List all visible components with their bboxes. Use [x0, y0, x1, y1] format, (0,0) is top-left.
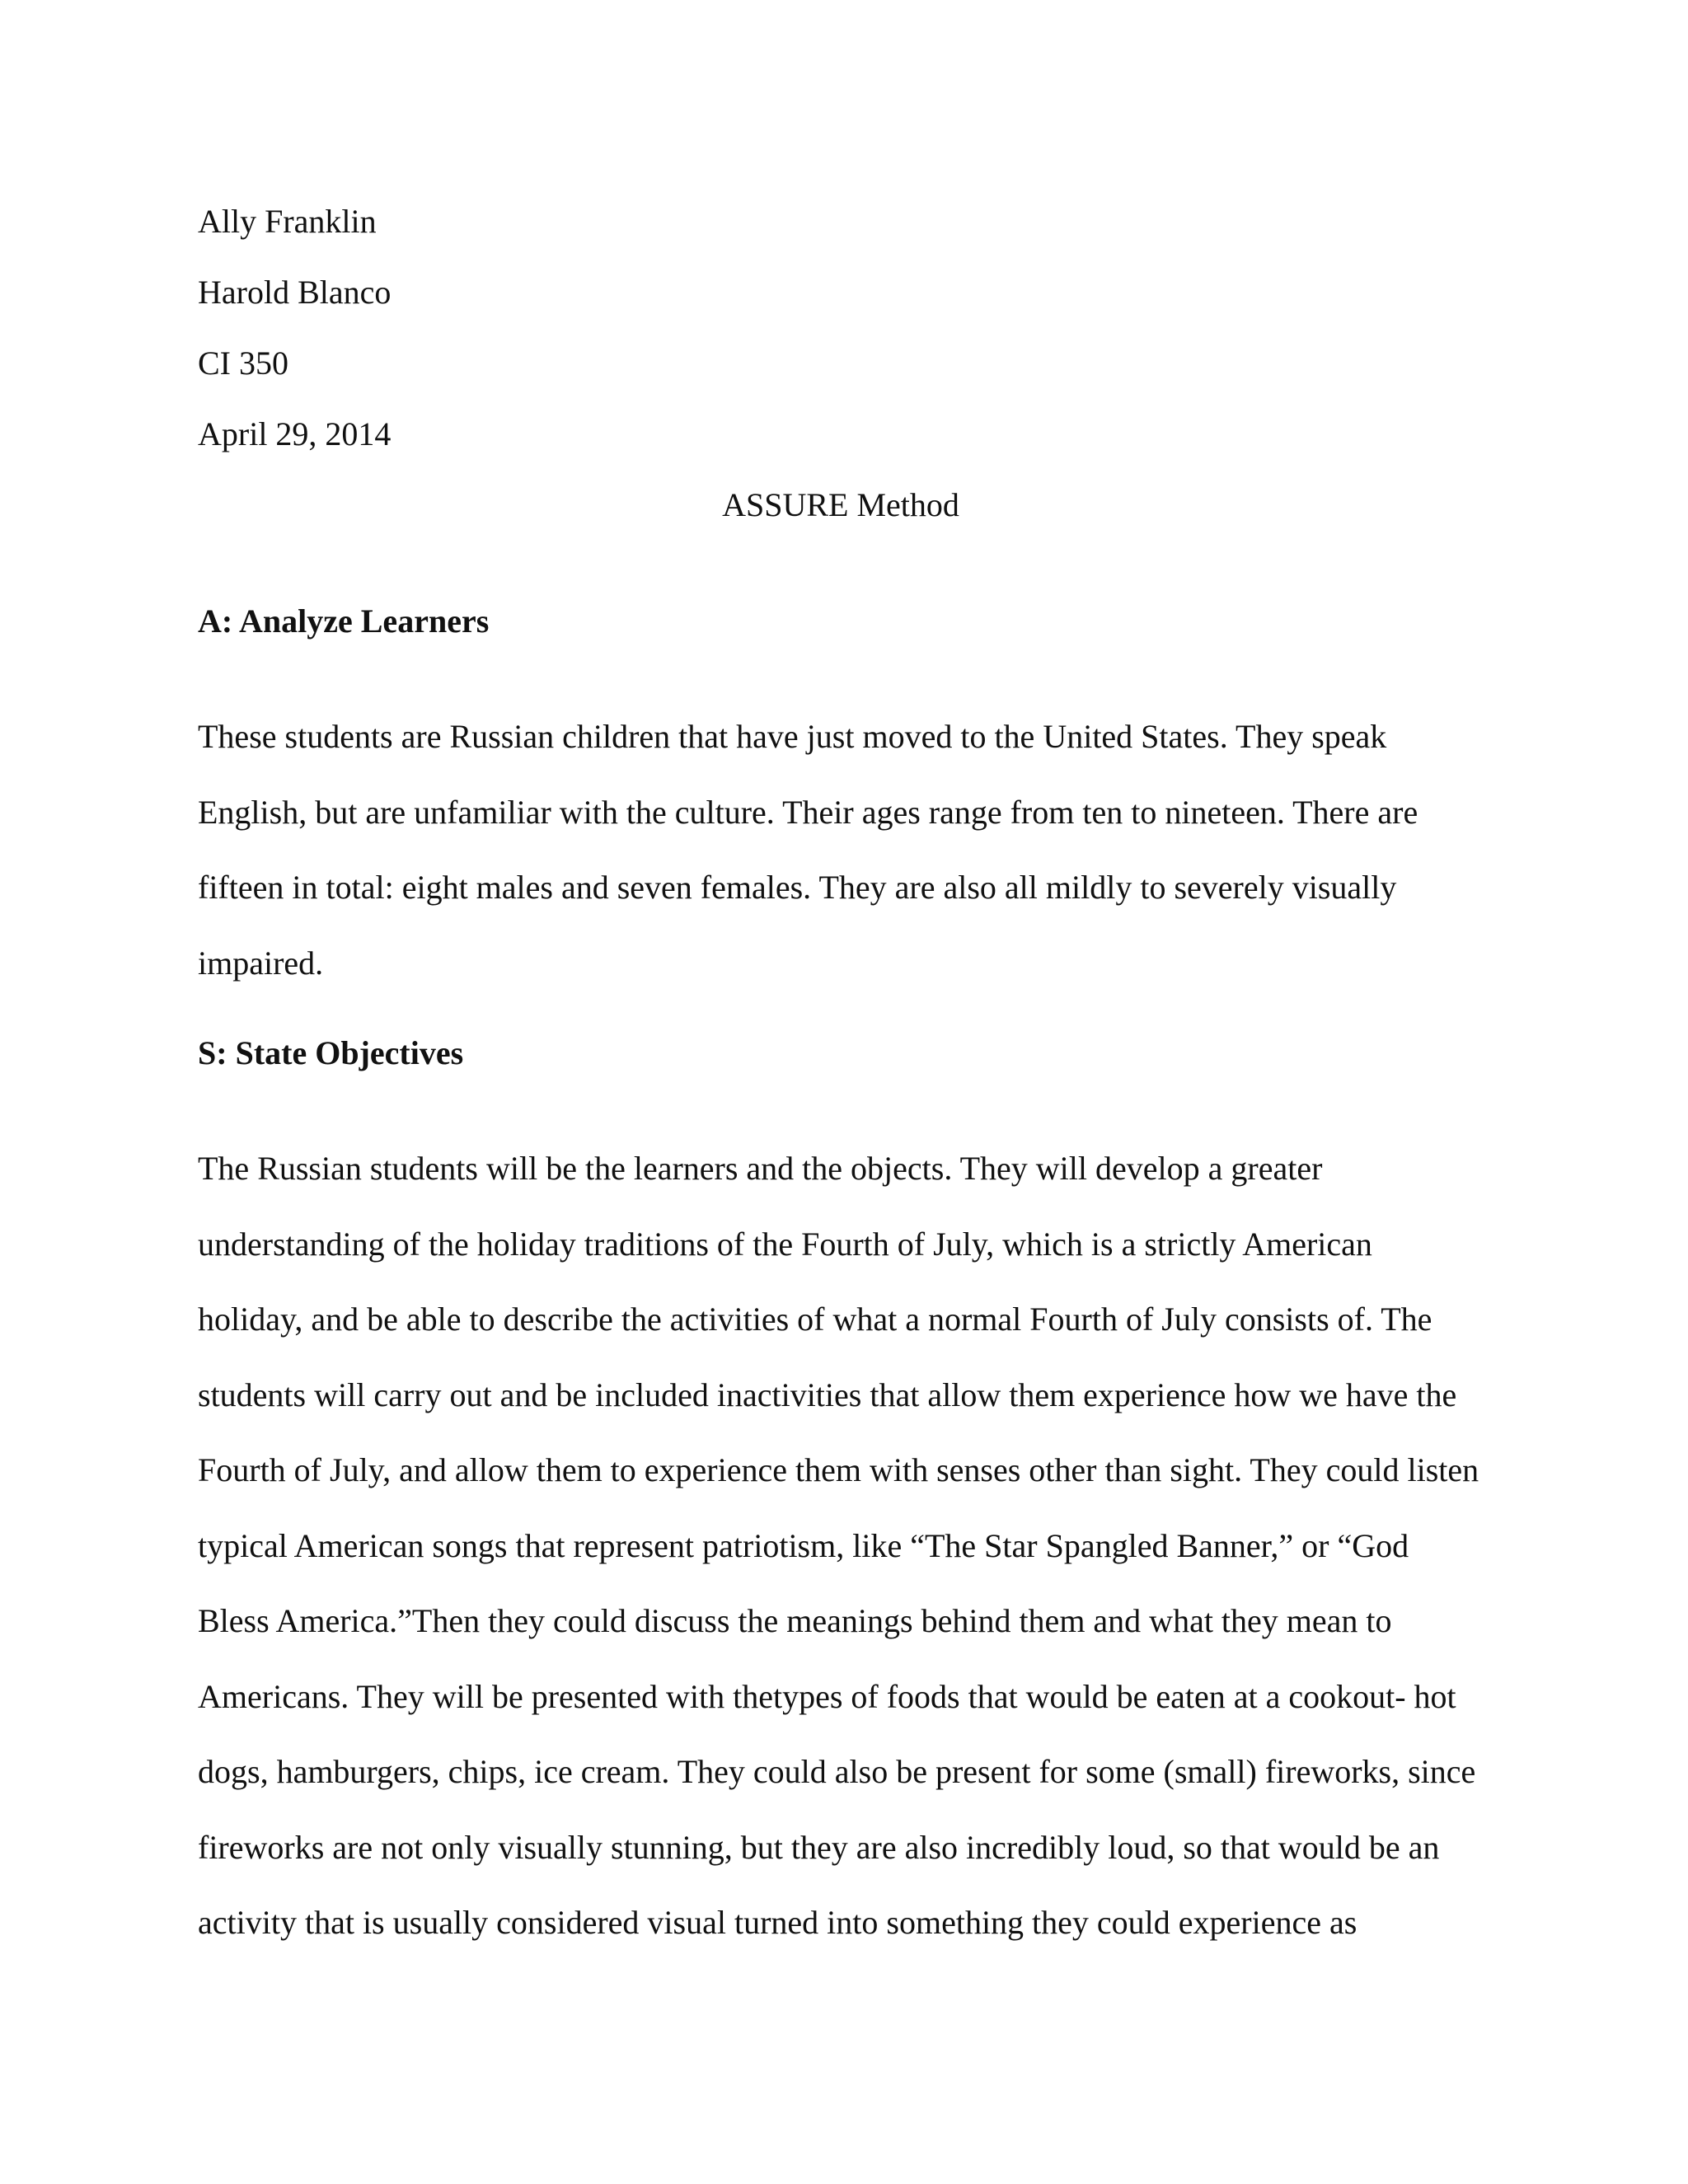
paragraph-line: impaired. [198, 944, 324, 982]
paragraph-line: Fourth of July, and allow them to experience them with senses other than sight. They could listen [198, 1451, 1479, 1488]
document-title: ASSURE Method [722, 486, 959, 523]
paragraph-line: fireworks are not only visually stunning, but they are also incredibly loud, so that would be an [198, 1828, 1440, 1866]
section-heading-state-objectives: S: State Objectives [198, 1034, 464, 1071]
paragraph-line: The Russian students will be the learners and the objects. They will develop a greater [198, 1150, 1323, 1187]
document-body [198, 186, 1492, 1961]
instructor-name: Harold Blanco [198, 274, 392, 311]
section-heading-analyze-learners: A: Analyze Learners [198, 602, 490, 640]
paragraph-line: fifteen in total: eight males and seven females. They are also all mildly to severely visually [198, 869, 1397, 906]
paragraph-state-objectives [198, 1131, 1492, 1961]
paragraph-line: understanding of the holiday traditions of the Fourth of July, which is a strictly American [198, 1225, 1372, 1263]
course-code: CI 350 [198, 344, 288, 382]
paragraph-line: Bless America.”Then they could discuss the meanings behind them and what they mean to [198, 1602, 1392, 1639]
paragraph-line: English, but are unfamiliar with the culture. Their ages range from ten to nineteen. There are [198, 793, 1418, 831]
paragraph-line: dogs, hamburgers, chips, ice cream. They could also be present for some (small) fireworks, since [198, 1753, 1476, 1790]
paragraph-line: activity that is usually considered visual turned into something they could experience as [198, 1904, 1357, 1941]
author-name: Ally Franklin [198, 203, 377, 240]
paragraph-line: These students are Russian children that have just moved to the United States. They speak [198, 718, 1387, 755]
paragraph-line: Americans. They will be presented with thetypes of foods that would be eaten at a cookout- hot [198, 1677, 1456, 1715]
paragraph-line: holiday, and be able to describe the activities of what a normal Fourth of July consists of. The [198, 1301, 1432, 1338]
paragraph-analyze-learners [198, 699, 1492, 1001]
paragraph-line: typical American songs that represent patriotism, like “The Star Spangled Banner,” or “God [198, 1526, 1409, 1564]
paragraph-line: students will carry out and be included inactivities that allow them experience how we have the [198, 1376, 1457, 1413]
document-date: April 29, 2014 [198, 415, 392, 452]
